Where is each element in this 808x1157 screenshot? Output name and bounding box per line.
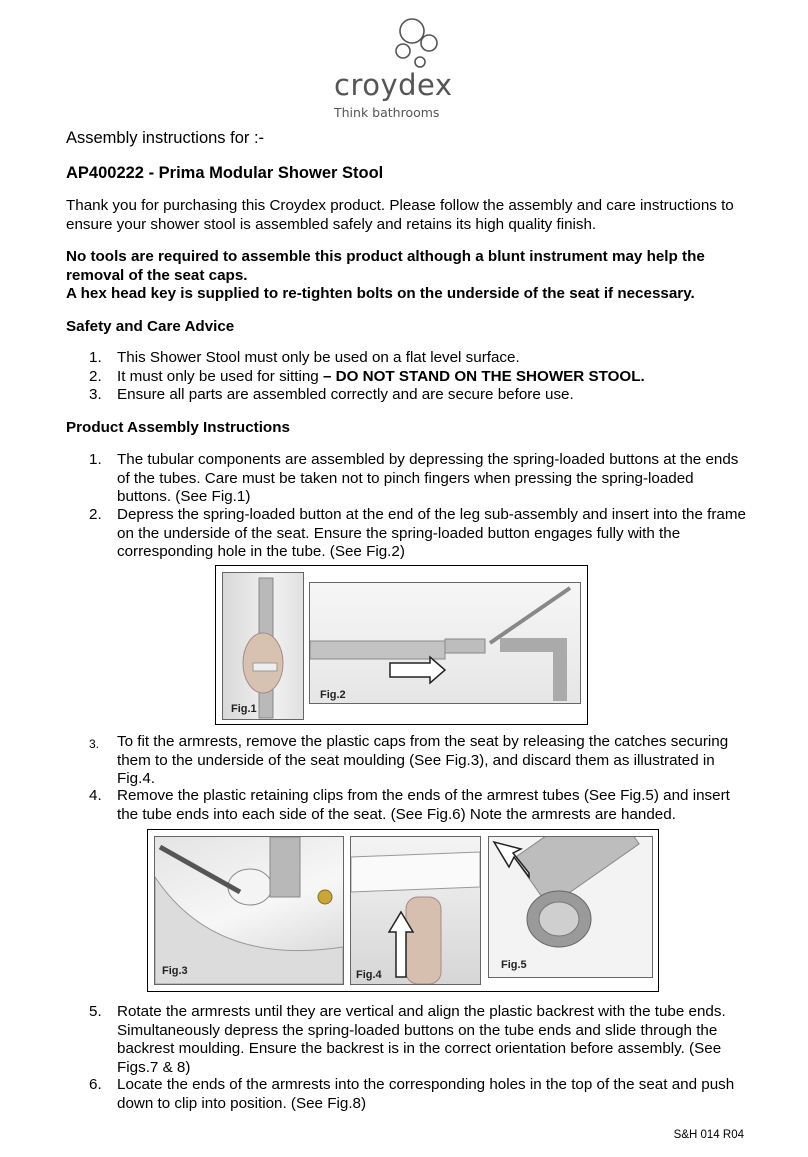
safety-item: 3. Ensure all parts are assembled correctly and are secure before use.: [89, 386, 574, 403]
fig3-label: Fig.3: [162, 965, 188, 977]
brand-name: croydex: [334, 68, 453, 102]
fig5-label: Fig.5: [501, 959, 527, 971]
figure-group-3-5: [147, 829, 659, 992]
fig2-photo: [309, 582, 581, 704]
fig1-label: Fig.1: [231, 703, 257, 715]
fig3-photo: [154, 836, 344, 985]
fig2-label: Fig.2: [320, 689, 346, 701]
fig4-photo: [350, 836, 481, 985]
safety-heading: Safety and Care Advice: [66, 318, 235, 335]
fig1-photo: [222, 572, 304, 720]
product-title: AP400222 - Prima Modular Shower Stool: [66, 164, 384, 182]
no-tools-note: No tools are required to assemble this product although a blunt instrument may help the removal of the seat caps.: [66, 248, 705, 284]
assembly-item: 1. The tubular components are assembled by depressing the spring-loaded buttons at the ends of the tubes. Care must be taken not to pinch fingers when pressing the spring-loaded buttons. (See Fig.1): [89, 451, 739, 505]
intro-text: Assembly instructions for :-: [66, 129, 265, 147]
document-code: S&H 014 R04: [673, 1129, 744, 1141]
assembly-item: 6. Locate the ends of the armrests into the corresponding holes in the top of the seat and push down to clip into position. (See Fig.8): [89, 1076, 735, 1112]
brand-logo: [332, 18, 462, 126]
brand-tagline: Think bathrooms: [334, 105, 440, 120]
hex-key-note: A hex head key is supplied to re-tighten bolts on the underside of the seat if necessary.: [66, 285, 695, 302]
assembly-heading: Product Assembly Instructions: [66, 419, 290, 436]
fig5-photo: [488, 836, 653, 978]
assembly-item: 4. Remove the plastic retaining clips from the ends of the armrest tubes (See Fig.5) and insert the tube ends into each side of the seat. (See Fig.6) Note the armrests are handed.: [89, 787, 730, 823]
assembly-item: 5. Rotate the armrests until they are vertical and align the plastic backrest with the tube ends. Simultaneously depress the spring-loaded buttons on the tube ends and slide through the backrest moulding. Ensure the backrest is in the correct orientation before assembly. (See Figs.7 & 8): [89, 1003, 726, 1076]
safety-item: 1. This Shower Stool must only be used on a flat level surface.: [89, 349, 520, 366]
assembly-item: 3. To fit the armrests, remove the plastic caps from the seat by releasing the catches securing them to the underside of the seat moulding (See Fig.3), and discard them as illustrated in Fig.4.: [89, 733, 729, 787]
fig4-label: Fig.4: [356, 969, 382, 981]
thanks-paragraph: Thank you for purchasing this Croydex product. Please follow the assembly and care instructions to ensure your shower stool is assembled safely and retains its high quality finish.: [66, 197, 734, 233]
figure-group-1-2: [215, 565, 588, 725]
assembly-item: 2. Depress the spring-loaded button at the end of the leg sub-assembly and insert into the frame on the underside of the seat. Ensure the spring-loaded button engages fully with the corresponding hole in the tube. (See Fig.2): [89, 506, 746, 560]
safety-item: 2. It must only be used for sitting – DO NOT STAND ON THE SHOWER STOOL.: [89, 368, 645, 385]
